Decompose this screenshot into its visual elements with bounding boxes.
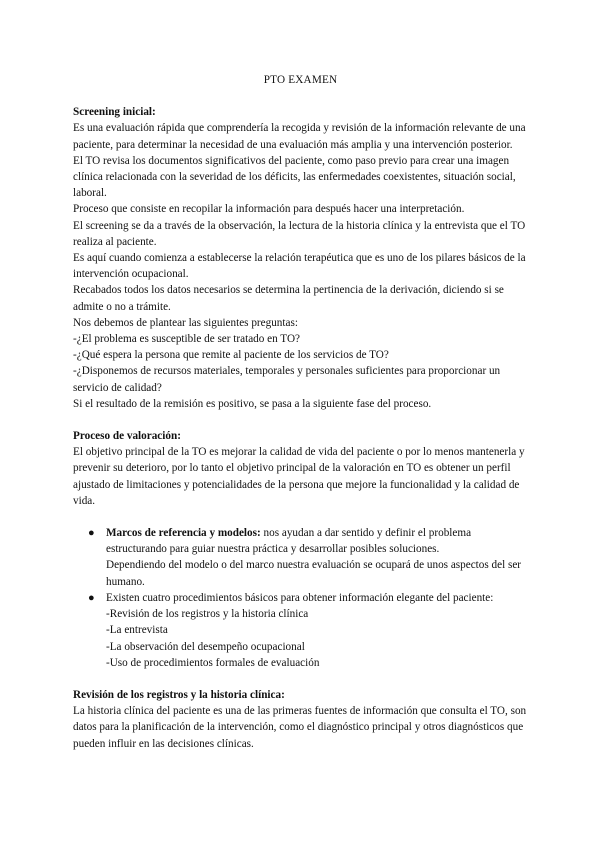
paragraph: El TO revisa los documentos significativos del paciente, como paso previo para crear una imagen clínica relacionada con la severidad de los déficits, las enfermedades coexistentes, situación social, laboral. (73, 154, 516, 200)
paragraph: La historia clínica del paciente es una de las primeras fuentes de información que consulta el TO, son datos para la planificación de la intervención, como el diagnóstico principal y otros diagnósticos que pueden influir en las decisiones clínicas. (73, 705, 527, 750)
spacer (73, 509, 528, 525)
bullet-icon: ● (88, 591, 95, 604)
paragraph: Nos debemos de plantear las siguientes preguntas: (73, 316, 298, 329)
page-title: PTO EXAMEN (263, 74, 338, 86)
list-item (73, 525, 528, 590)
bullet-extra-text: Dependiendo del modelo o del marco nuestra evaluación se ocupará de unos aspectos del ser humano. (106, 559, 522, 588)
section-heading-valoracion: Proceso de valoración: (73, 430, 181, 443)
question-line: -¿El problema es susceptible de ser tratado en TO? (73, 333, 300, 346)
paragraph: Es una evaluación rápida que comprendería la recogida y revisión de la información relevante de una paciente, para determinar la necesidad de una evaluación más amplia y una intervención posterior. (73, 122, 526, 151)
spacer (73, 412, 528, 428)
bullet-icon: ● (88, 527, 95, 540)
list-item (73, 590, 528, 671)
spacer (73, 671, 528, 687)
question-line: -¿Disponemos de recursos materiales, temporales y personales suficientes para proporcionar un servicio de calidad? (73, 365, 501, 394)
sub-item: -Uso de procedimientos formales de evaluación (106, 656, 320, 669)
paragraph: El screening se da a través de la observación, la lectura de la historia clínica y la entrevista que el TO realiza al paciente. (73, 219, 526, 248)
sub-item: -Revisión de los registros y la historia clínica (106, 608, 309, 621)
paragraph: Si el resultado de la remisión es positivo, se pasa a la siguiente fase del proceso. (73, 397, 432, 410)
paragraph: Proceso que consiste en recopilar la información para después hacer una interpretación. (73, 203, 465, 216)
section-heading-revision: Revisión de los registros y la historia clínica: (73, 688, 285, 701)
paragraph: Es aquí cuando comienza a establecerse la relación terapéutica que es uno de los pilares básicos de la intervención ocupacional. (73, 252, 526, 281)
paragraph: Recabados todos los datos necesarios se determina la pertinencia de la derivación, diciendo si se admite o no a trámite. (73, 284, 504, 313)
bullet-text: nos ayudan a dar sentido y definir el problema estructurando para guiar nuestra práctica y desarrollar posibles soluciones. (106, 527, 472, 556)
section-heading-screening: Screening inicial: (73, 106, 156, 119)
bullet-bold-label: Marcos de referencia y modelos: (106, 527, 261, 540)
sub-item: -La observación del desempeño ocupacional (106, 640, 305, 653)
sub-item: -La entrevista (106, 624, 168, 637)
document-page (73, 72, 528, 752)
paragraph: El objetivo principal de la TO es mejorar la calidad de vida del paciente o por lo menos mantenerla y prevenir su deterioro, por lo tanto el objetivo principal de la valoración en TO es obtener un perfil ajustado de limitaciones y potencialidades de la persona que mejore la funcionalidad y la calidad de vida. (73, 446, 525, 507)
question-line: -¿Qué espera la persona que remite al paciente de los servicios de TO? (73, 349, 389, 362)
bullet-list (73, 525, 528, 671)
bullet-text: Existen cuatro procedimientos básicos para obtener información elegante del paciente: (106, 591, 494, 604)
